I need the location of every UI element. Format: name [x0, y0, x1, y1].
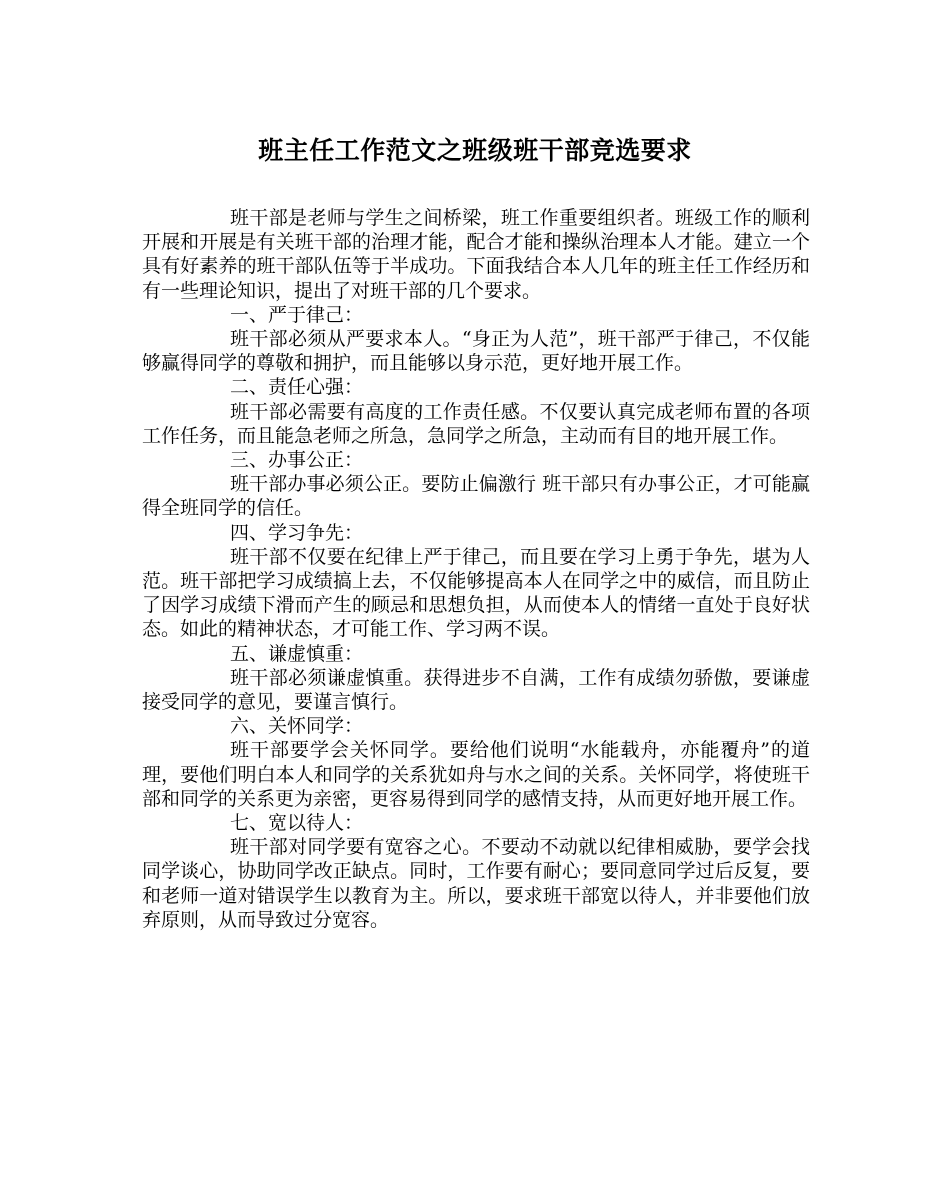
intro-paragraph: 班干部是老师与学生之间桥梁，班工作重要组织者。班级工作的顺利开展和开展是有关班干部的治理才能，配合才能和操纵治理本人才能。建立一个具有好素养的班干部队伍等于半成功。下面我结合本人几年的班主任工作经历和有一些理论知识，提出了对班干部的几个要求。	[142, 207, 810, 302]
section-body-6: 班干部要学会关怀同学。要给他们说明“水能载舟，亦能覆舟”的道理，要他们明白本人和同学的关系犹如舟与水之间的关系。关怀同学，将使班干部和同学的关系更为亲密，更容易得到同学的感情支持，从而更好地开展工作。	[142, 739, 810, 810]
document-title: 班主任工作范文之班级班干部竞选要求	[258, 136, 692, 165]
section-body-3: 班干部办事必须公正。要防止偏激行 班干部只有办事公正，才可能赢得全班同学的信任。	[142, 473, 810, 520]
section-body-2: 班干部必需要有高度的工作责任感。不仅要认真完成老师布置的各项工作任务，而且能急老师之所急，急同学之所急，主动而有目的地开展工作。	[142, 400, 810, 447]
section-body-5: 班干部必须谦虚慎重。获得进步不自满，工作有成绩勿骄傲，要谦虚接受同学的意见，要谨言慎行。	[142, 666, 810, 714]
section-body-1: 班干部必须从严要求本人。“身正为人范”，班干部严于律己，不仅能够赢得同学的尊敬和拥护，而且能够以身示范，更好地开展工作。	[142, 328, 810, 375]
section-heading-4: 四、学习争先：	[230, 521, 364, 544]
section-heading-5: 五、谦虚慎重：	[230, 642, 364, 665]
section-heading-1: 一、严于律己：	[230, 303, 364, 326]
section-heading-2: 二、责任心强：	[230, 376, 364, 399]
section-body-7: 班干部对同学要有宽容之心。不要动不动就以纪律相威胁，要学会找同学谈心，协助同学改正缺点。同时，工作要有耐心；要同意同学过后反复，要和老师一道对错误学生以教育为主。所以，要求班干部宽以待人，并非要他们放弃原则，从而导致过分宽容。	[142, 836, 810, 931]
document-body	[142, 206, 810, 932]
section-heading-3: 三、办事公正：	[230, 449, 364, 472]
section-heading-6: 六、关怀同学：	[230, 715, 364, 738]
section-body-4: 班干部不仅要在纪律上严于律己，而且要在学习上勇于争先，堪为人范。班干部把学习成绩搞上去，不仅能够提高本人在同学之中的威信，而且防止了因学习成绩下滑而产生的顾忌和思想负担，从而使本人的情绪一直处于良好状态。如此的精神状态，才可能工作、学习两不误。	[142, 545, 810, 641]
section-heading-7: 七、宽以待人：	[230, 812, 364, 835]
